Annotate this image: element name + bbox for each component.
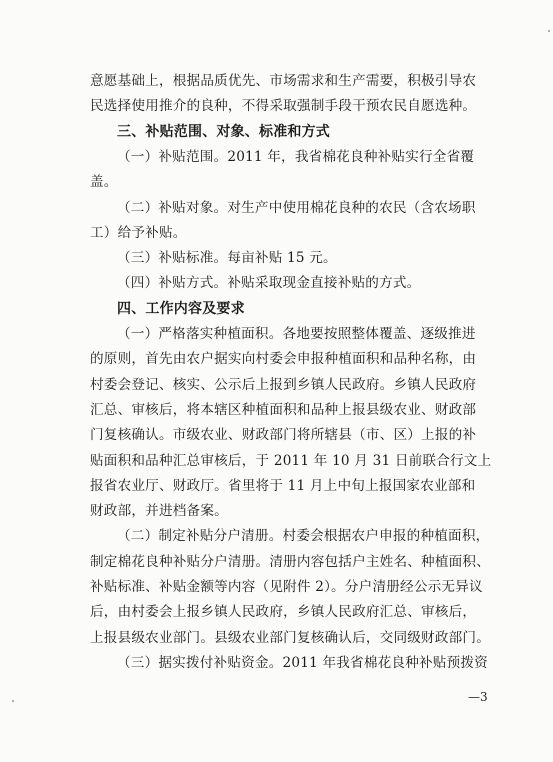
page-number: —3 — [468, 690, 488, 705]
paragraph-line: 上报县级农业部门。县级农业部门复核确认后，交同级财政部门。 — [90, 629, 491, 646]
paragraph-line: （一）补贴范围。2011 年，我省棉花良种补贴实行全省覆 — [117, 148, 475, 165]
paragraph-line: 门复核确认。市级农业、财政部门将所辖县（市、区）上报的补 — [90, 427, 477, 444]
last-line: （三）据实拨付补贴资金。2011 年我省棉花良种补贴预拨资 — [117, 654, 488, 671]
paragraph-line: 汇总、审核后，将本辖区种植面积和品种上报县级农业、财政部 — [90, 401, 477, 418]
scan-speck — [548, 30, 550, 32]
section-heading-3: 三、补贴范围、对象、标准和方式 — [117, 123, 330, 140]
paragraph-line: （三）补贴标准。每亩补贴 15 元。 — [117, 250, 337, 267]
paragraph-line: 后，由村委会上报乡镇人民政府，乡镇人民政府汇总、审核后， — [90, 604, 477, 621]
paragraph-line: （四）补贴方式。补贴采取现金直接补贴的方式。 — [117, 275, 421, 292]
paragraph-line: 制定棉花良种补贴分户清册。清册内容包括户主姓名、种植面积、 — [90, 553, 491, 570]
paragraph-line: （一）严格落实种植面积。各地要按照整体覆盖、逐级推进 — [117, 326, 476, 342]
paragraph-line: 村委会登记、核实、公示后上报到乡镇人民政府。乡镇人民政府 — [90, 376, 477, 393]
paragraph-line: 工）给予补贴。 — [90, 224, 187, 241]
paragraph-line: 的原则，首先由农户据实向村委会申报种植面积和品种名称，由 — [90, 351, 477, 368]
paragraph-line: 贴面积和品种汇总审核后，于 2011 年 10 月 31 日前联合行文上 — [90, 452, 492, 469]
paragraph-line: （二）制定补贴分户清册。村委会根据农户申报的种植面积， — [117, 528, 490, 545]
paragraph-line: 意愿基础上，根据品质优先、市场需求和生产需要，积极引导农 — [90, 73, 477, 89]
paragraph-line: 盖。 — [90, 174, 118, 191]
paragraph-line: 民选择使用推介的良种，不得采取强制手段干预农民自愿选种。 — [90, 98, 477, 115]
paragraph-line: 财政部，并进档备案。 — [90, 503, 228, 520]
scan-speck — [12, 700, 14, 702]
paragraph-line: （二）补贴对象。对生产中使用棉花良种的农民（含农场职 — [117, 199, 476, 216]
paragraph-line: 补贴标准、补贴金额等内容（见附件 2）。分户清册经公示无异议 — [90, 579, 483, 595]
paragraph-line: 报省农业厅、财政厅。省里将于 11 月上中旬上报国家农业部和 — [90, 477, 476, 494]
section-heading-4: 四、工作内容及要求 — [117, 300, 245, 317]
